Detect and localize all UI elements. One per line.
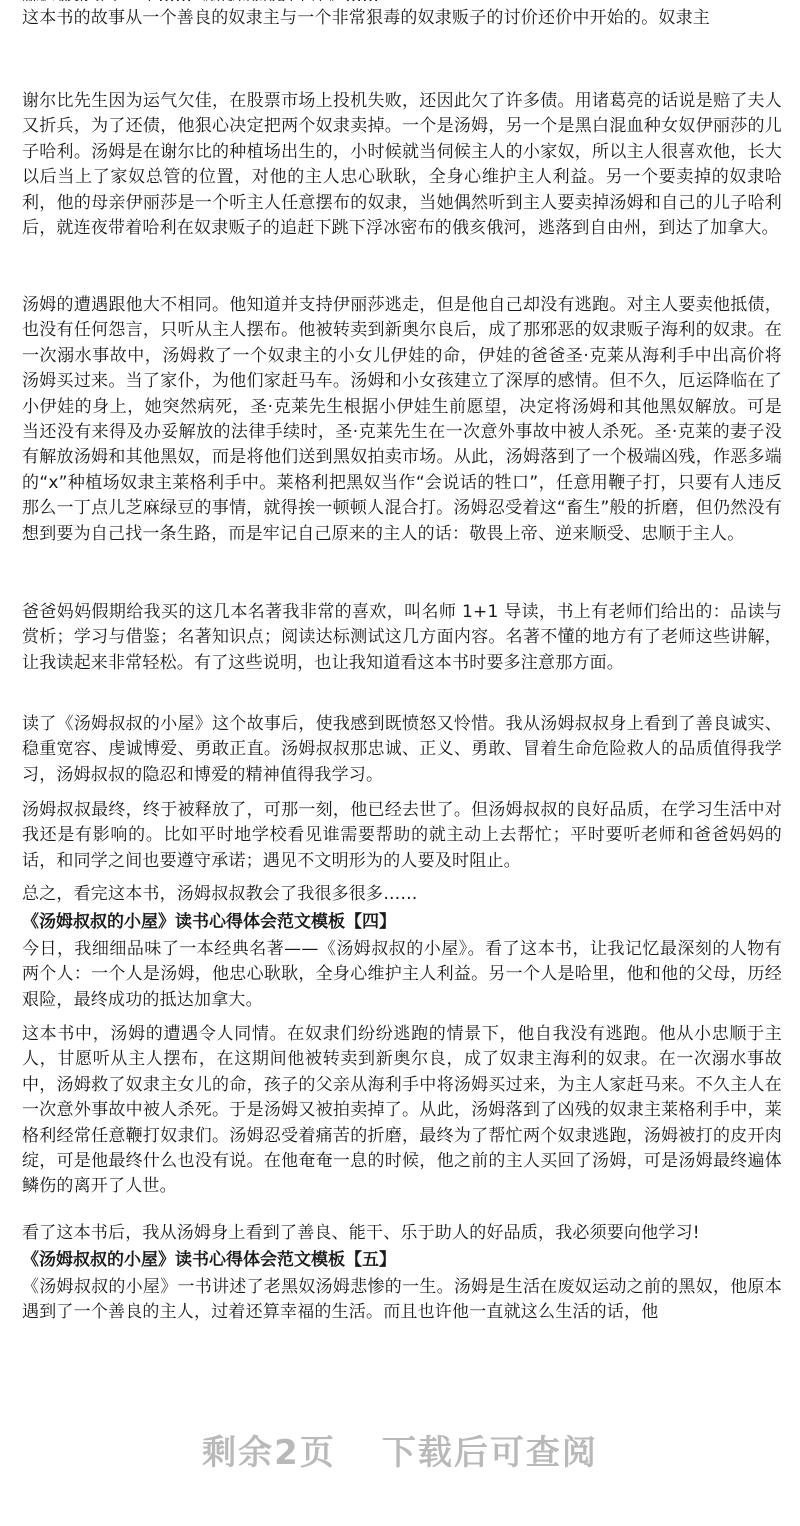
paragraph-shelby: 谢尔比先生因为运气欠佳，在股票市场上投机失败，还因此欠了许多债。用诸葛亮的话说是赔了夫人又折兵，为了还债，他狠心决定把两个奴隶卖掉。一个是汤姆，另一个是黑白混血种女奴伊丽莎的儿子哈利。汤姆是在谢尔比的种植场出生的，小时候就当伺候主人的小家奴，所以主人很喜欢他，长大以后当上了家奴总管的位置，对他的主人忠心耿耿，全身心维护主人利益。另一个要卖掉的奴隶哈利，他的母亲伊丽莎是一个听主人任意摆布的奴隶，当她偶然听到主人要卖掉汤姆和自己的儿子哈利后，就连夜带着哈利在奴隶贩子的追赶下跳下浮冰密布的俄亥俄河，逃落到自由州，到达了加拿大。 bbox=[22, 91, 782, 239]
paragraph-4b: 这本书中，汤姆的遭遇令人同情。在奴隶们纷纷逃跑的情景下，他自我没有逃跑。他从小忠顺于主人，甘愿听从主人摆布，在这期间他被转卖到新奥尔良，成了奴隶主海利的奴隶。在一次溺水事故中，汤姆救了奴隶主女儿的命，孩子的父亲从海利手中将汤姆买过来，为主人家赶马来。不久主人在一次意外事故中被人杀死。于是汤姆又被拍卖掉了。从此，汤姆落到了凶残的奴隶主莱格利手中，莱格利经常任意鞭打奴隶们。汤姆忍受着痛苦的折磨，最终为了帮忙两个奴隶逃跑，汤姆被打的皮开肉绽，可是他最终什么也没有说。在他奄奄一息的时候，他之前的主人买回了汤姆，可是汤姆最终遍体鳞伤的离开了人世。 bbox=[22, 1024, 782, 1197]
remaining-pages-label: 剩余2页 bbox=[202, 1433, 336, 1473]
download-to-view-label[interactable]: 下载后可查阅 bbox=[381, 1433, 598, 1473]
paragraph-5a: 《汤姆叔叔的小屋》一书讲述了老黑奴汤姆悲惨的一生。汤姆是生活在废奴运动之前的黑奴，他原本遇到了一个善良的主人，过着还算幸福的生活。而且也许他一直就这么生活的话，他 bbox=[22, 1277, 782, 1323]
cut-off-line bbox=[22, 0, 792, 1]
section-heading-5: 《汤姆叔叔的小屋》读书心得体会范文模板【五】 bbox=[22, 1250, 396, 1270]
section-heading-4: 《汤姆叔叔的小屋》读书心得体会范文模板【四】 bbox=[22, 912, 396, 932]
paragraph-4c: 看了这本书后，我从汤姆身上看到了善良、能干、乐于助人的好品质，我必须要向他学习! bbox=[22, 1223, 700, 1243]
paragraph-feelings: 读了《汤姆叔叔的小屋》这个故事后，使我感到既愤怒又怜惜。我从汤姆叔叔身上看到了善良诚实、稳重宽容、虔诚博爱、勇敢正直。汤姆叔叔那忠诚、正义、勇敢、冒着生命危险救人的品质值得我学习，汤姆叔叔的隐忍和博爱的精神值得我学习。 bbox=[22, 714, 782, 785]
remaining-pages-banner[interactable] bbox=[0, 1425, 800, 1474]
paragraph-tom-fate: 汤姆的遭遇跟他大不相同。他知道并支持伊丽莎逃走，但是他自己却没有逃跑。对主人要卖他抵债，也没有任何怨言，只听从主人摆布。他被转卖到新奥尔良后，成了那邪恶的奴隶贩子海利的奴隶。在一次溺水事故中，汤姆救了一个奴隶主的小女儿伊娃的命，伊娃的爸爸圣·克莱从海利手中出高价将汤姆买过来。当了家仆，为他们家赶马车。汤姆和小女孩建立了深厚的感情。但不久，厄运降临在了小伊娃的身上，她突然病死，圣·克莱先生根据小伊娃生前愿望，决定将汤姆和其他黑奴解放。可是当还没有来得及办妥解放的法律手续时，圣·克莱先生在一次意外事故中被人杀死。圣·克莱的妻子没有解放汤姆和其他黑奴，而是将他们送到黑奴拍卖市场。从此，汤姆落到了一个极端凶残，作恶多端的“x”种植场奴隶主莱格利手中。莱格利把黑奴当作“会说话的牲口”，任意用鞭子打，只要有人违反那么一丁点儿芝麻绿豆的事情，就得挨一顿顿人混合打。汤姆忍受着这“畜生”般的折磨，但仍然没有想到要为自己找一条生路，而是牢记自己原来的主人的话：敬畏上帝、逆来顺受、忠顺于主人。 bbox=[22, 295, 782, 544]
paragraph-4a: 今日，我细细品味了一本经典名著——《汤姆叔叔的小屋》。看了这本书，让我记忆最深刻的人物有两个人：一个人是汤姆，他忠心耿耿，全身心维护主人利益。另一个人是哈里，他和他的父母，历经艰险，最终成功的抵达加拿大。 bbox=[22, 939, 782, 1010]
paragraph-books: 爸爸妈妈假期给我买的这几本名著我非常的喜欢，叫名师 1+1 导读，书上有老师们给出的：品读与赏析；学习与借鉴；名著知识点；阅读达标测试这几方面内容。名著不懂的地方有了老师这些讲解，让我读起来非常轻松。有了这些说明，也让我知道看这本书时要多注意那方面。 bbox=[22, 602, 782, 673]
paragraph-summary: 总之，看完这本书，汤姆叔叔教会了我很多很多…… bbox=[22, 884, 418, 904]
paragraph-final: 汤姆叔叔最终，终于被释放了，可那一刻，他已经去世了。但汤姆叔叔的良好品质，在学习生活中对我还是有影响的。比如平时地学校看见谁需要帮助的就主动上去帮忙；平时要听老师和爸爸妈妈的话，和同学之间也要遵守承诺；遇见不文明形为的人要及时阻止。 bbox=[22, 800, 782, 871]
paragraph-intro: 这本书的故事从一个善良的奴隶主与一个非常狠毒的奴隶贩子的讨价还价中开始的。奴隶主 bbox=[22, 8, 710, 28]
